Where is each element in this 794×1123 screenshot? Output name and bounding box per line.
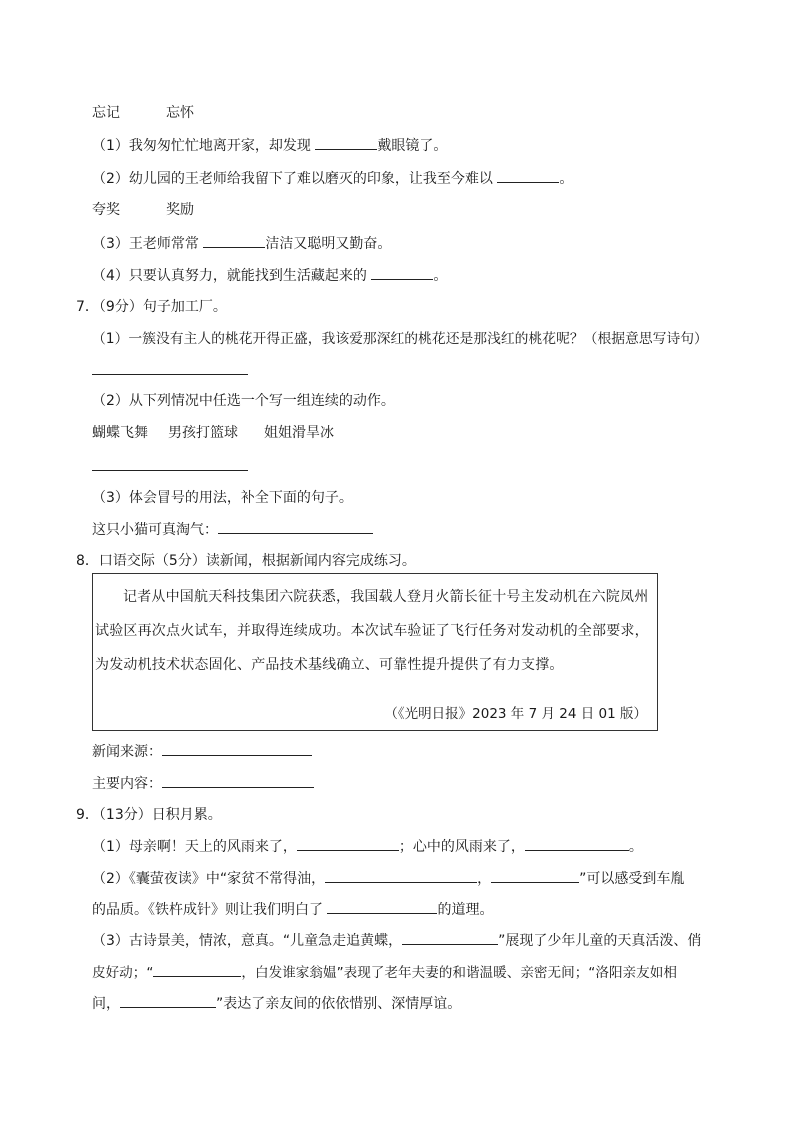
question-9-2 <box>92 868 684 889</box>
option-list <box>92 423 334 443</box>
answer-blank[interactable] <box>402 930 498 945</box>
option-item: 姐姐滑旱冰 <box>264 425 334 441</box>
answer-blank[interactable] <box>371 265 433 280</box>
question-text: （3）王老师常常 <box>92 236 199 252</box>
question-text: 的道理。 <box>437 902 494 918</box>
answer-blank[interactable] <box>525 836 629 851</box>
question-8-title: 8．口语交际（5分）读新闻，根据新闻内容完成练习。 <box>76 553 416 569</box>
answer-blank[interactable] <box>491 868 579 883</box>
news-text: 记者从中国航天科技集团六院获悉，我国载人登月火箭长征十号主发动机在六院凤州试验区再次点火试车，并取得连续成功。本次试车验证了飞行任务对发动机的全部要求，为发动机技术状态固化、产品技术基线确立、可靠性提升提供了有力支撑。 <box>95 589 649 673</box>
main-content-line <box>92 773 314 794</box>
question-text: 这只小猫可真淘气： <box>92 522 218 538</box>
answer-blank[interactable] <box>325 868 477 883</box>
news-source-citation: （《光明日报》2023 年 7 月 24 日 01 版） <box>384 706 647 722</box>
answer-blank[interactable] <box>162 741 312 756</box>
question-text: ”可以感受到车胤 <box>579 871 685 887</box>
word-option: 奖励 <box>166 202 194 218</box>
question-7-1: （1）一簇没有主人的桃花开得正盛，我该爱那深红的桃花还是那浅红的桃花呢？（根据意思写诗句） <box>92 331 708 347</box>
answer-blank[interactable] <box>497 168 559 183</box>
question-6-3 <box>92 233 391 254</box>
field-label: 主要内容： <box>92 776 162 792</box>
question-text: 问， <box>92 996 120 1012</box>
answer-blank[interactable] <box>315 135 377 150</box>
answer-blank[interactable] <box>327 899 437 914</box>
question-text: （1）我匆匆忙忙地离开家，却发现 <box>92 138 311 154</box>
question-9-3 <box>92 930 701 951</box>
question-text: （1）母亲啊！天上的风雨来了， <box>92 839 297 855</box>
question-text: 戴眼镜了。 <box>377 138 448 154</box>
answer-line[interactable] <box>92 360 248 375</box>
question-text: 。 <box>433 268 448 284</box>
word-option: 忘记 <box>92 105 120 121</box>
question-text: ，白发谁家翁媪”表现了老年夫妻的和谐温暖、亲密无间；“洛阳亲友如相 <box>241 965 677 981</box>
answer-blank[interactable] <box>297 836 399 851</box>
option-item: 男孩打篮球 <box>168 425 238 441</box>
question-6-2 <box>92 168 573 189</box>
word-option: 夸奖 <box>92 202 120 218</box>
question-9-3-cont2 <box>92 993 461 1014</box>
word-option-line <box>92 200 194 220</box>
question-7-3-prompt <box>92 519 373 540</box>
question-text: ”表达了亲友间的依依惜别、深情厚谊。 <box>216 996 462 1012</box>
question-6-1 <box>92 135 447 156</box>
news-source-line <box>92 741 312 762</box>
field-label: 新闻来源： <box>92 744 162 760</box>
word-option-line <box>92 103 194 123</box>
word-option: 忘怀 <box>166 105 194 121</box>
answer-line[interactable] <box>92 456 248 471</box>
question-text: ， <box>477 871 492 887</box>
answer-blank[interactable] <box>218 519 373 534</box>
option-item: 蝴蝶飞舞 <box>92 425 148 441</box>
question-9-1 <box>92 836 643 857</box>
question-6-4 <box>92 265 447 286</box>
question-7-2: （2）从下列情况中任选一个写一组连续的动作。 <box>92 393 395 409</box>
news-box <box>92 573 658 731</box>
question-text: ”展现了少年儿童的天真活泼、俏 <box>498 933 702 949</box>
question-text: （3）古诗景美，情浓，意真。“儿童急走追黄蝶， <box>92 933 403 949</box>
question-text: 。 <box>559 171 574 187</box>
question-text: 皮好动；“ <box>92 965 154 981</box>
question-text: 洁洁又聪明又勤奋。 <box>265 236 392 252</box>
question-text: 的品质。《铁杵成针》则让我们明白了 <box>92 902 323 918</box>
answer-blank[interactable] <box>153 962 241 977</box>
question-9-3-cont <box>92 962 677 983</box>
question-9-title: 9．（13分）日积月累。 <box>76 807 222 823</box>
question-7-title: 7．（9分）句子加工厂。 <box>76 299 227 315</box>
answer-blank[interactable] <box>120 993 216 1008</box>
question-text: （4）只要认真努力，就能找到生活藏起来的 <box>92 268 367 284</box>
question-9-2-cont <box>92 899 493 920</box>
question-text: （2）《囊萤夜读》中“家贫不常得油， <box>92 871 326 887</box>
question-7-3: （3）体会冒号的用法，补全下面的句子。 <box>92 490 353 506</box>
answer-blank[interactable] <box>203 233 265 248</box>
question-text: 。 <box>628 839 643 855</box>
question-text: （2）幼儿园的王老师给我留下了难以磨灭的印象，让我至今难以 <box>92 171 493 187</box>
answer-blank[interactable] <box>162 773 314 788</box>
question-text: ；心中的风雨来了， <box>398 839 525 855</box>
